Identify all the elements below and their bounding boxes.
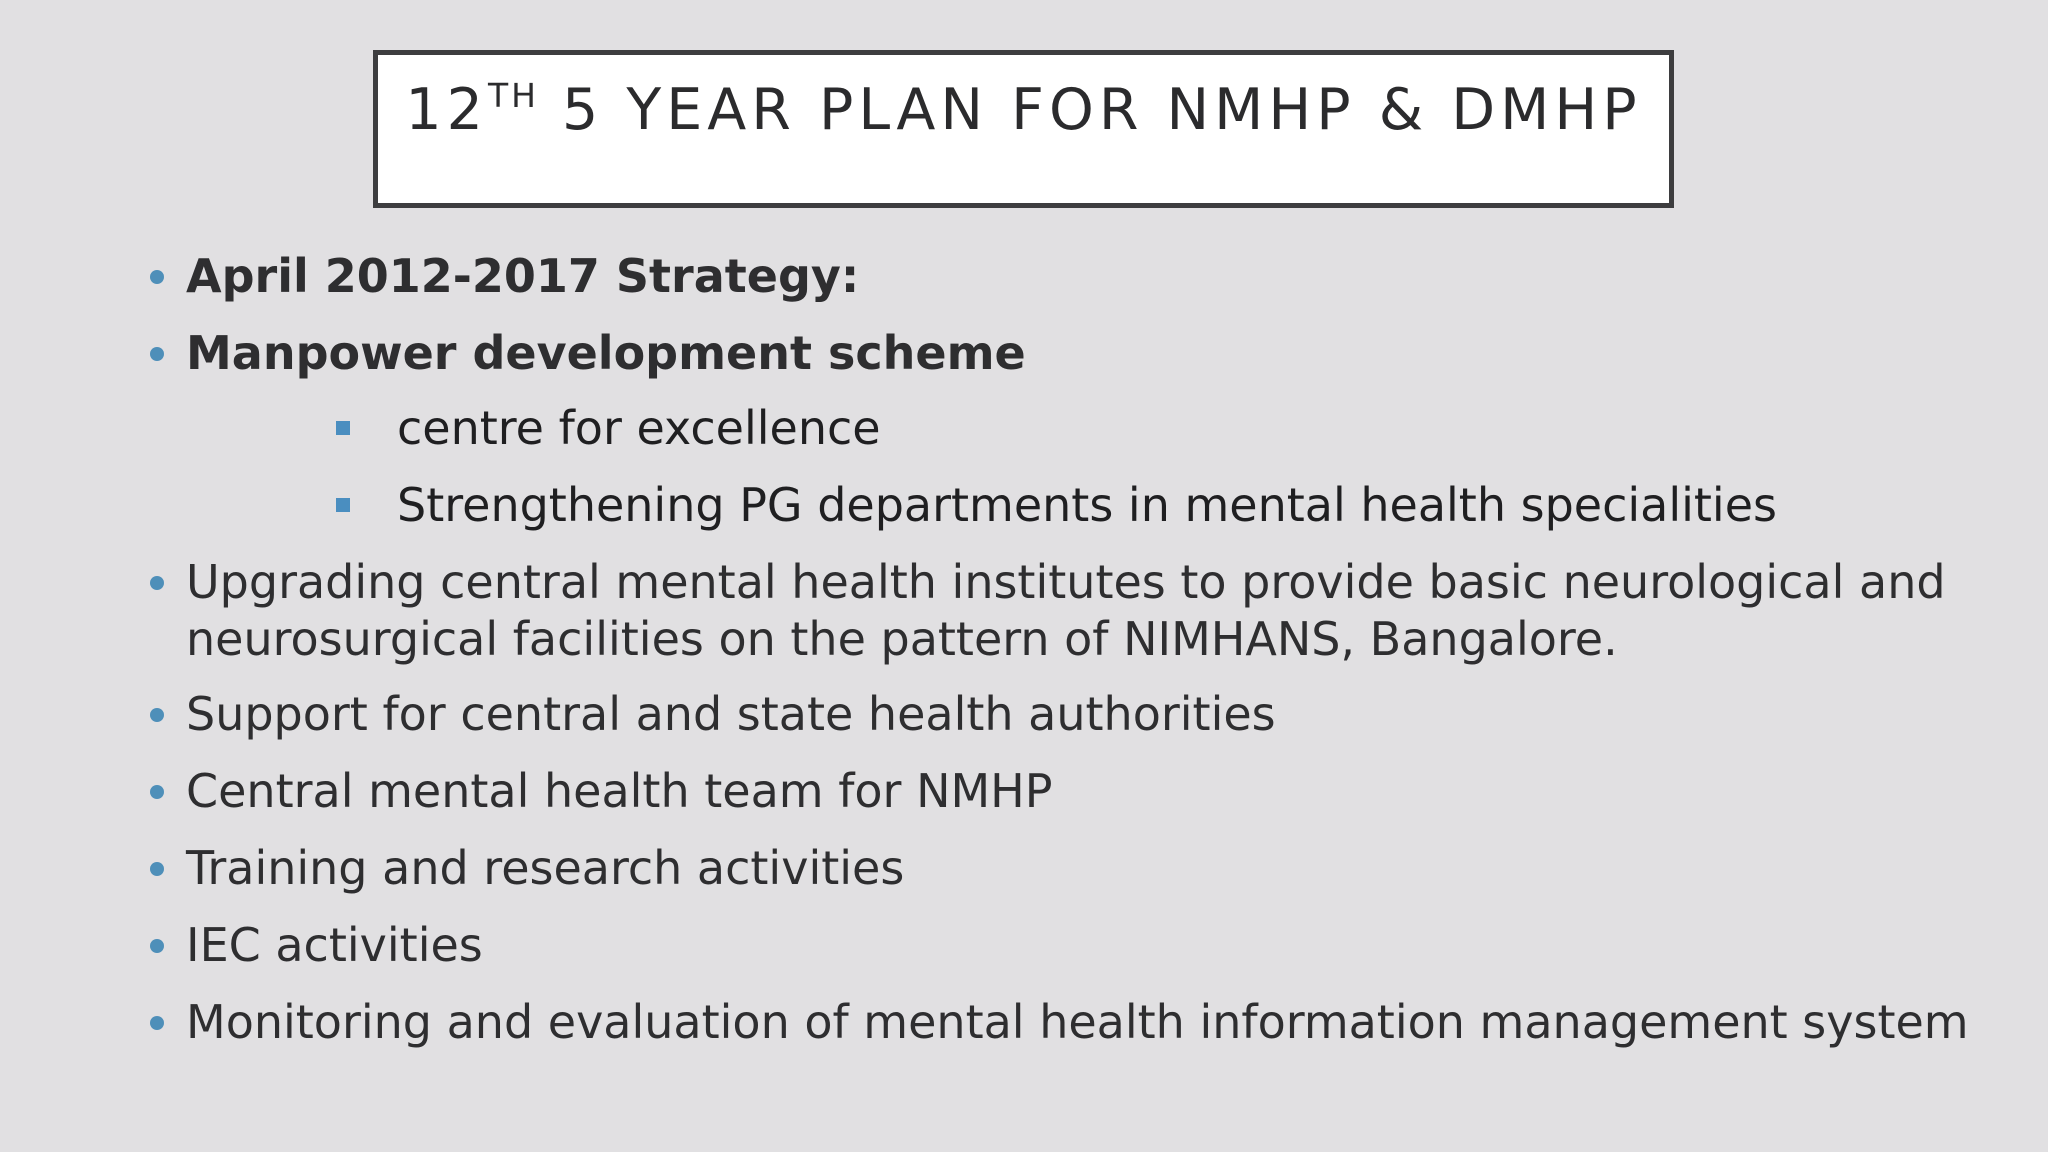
bullet-item: April 2012-2017 Strategy: bbox=[186, 249, 860, 303]
bullet-dot-icon bbox=[150, 785, 164, 799]
bullet-item: IEC activities bbox=[186, 918, 483, 972]
bullet-dot-icon bbox=[150, 1016, 164, 1030]
bullet-dot-icon bbox=[150, 576, 164, 590]
bullet-square-icon bbox=[336, 498, 350, 512]
bullet-dot-icon bbox=[150, 939, 164, 953]
title-text: 5 YEAR PLAN FOR NMHP & DMHP bbox=[562, 77, 1642, 143]
bullet-item: Support for central and state health authorities bbox=[186, 687, 1276, 741]
title-number: 12 bbox=[405, 77, 488, 143]
bullet-item: Training and research activities bbox=[186, 841, 905, 895]
sub-bullet-item: centre for excellence bbox=[397, 401, 881, 455]
bullet-dot-icon bbox=[150, 708, 164, 722]
bullet-item: Manpower development scheme bbox=[186, 326, 1026, 380]
bullet-item: Monitoring and evaluation of mental health information management system bbox=[186, 995, 1969, 1049]
bullet-dot-icon bbox=[150, 347, 164, 361]
sub-bullet-item: Strengthening PG departments in mental health specialities bbox=[397, 478, 1777, 532]
bullet-dot-icon bbox=[150, 862, 164, 876]
bullet-item: Central mental health team for NMHP bbox=[186, 764, 1053, 818]
bullet-square-icon bbox=[336, 421, 350, 435]
bullet-item: Upgrading central mental health institutes to provide basic neurological and neurosurgical facilities on the pattern of NIMHANS, Bangalore. bbox=[186, 555, 1946, 666]
title-superscript: TH bbox=[487, 76, 539, 115]
bullet-dot-icon bbox=[150, 270, 164, 284]
